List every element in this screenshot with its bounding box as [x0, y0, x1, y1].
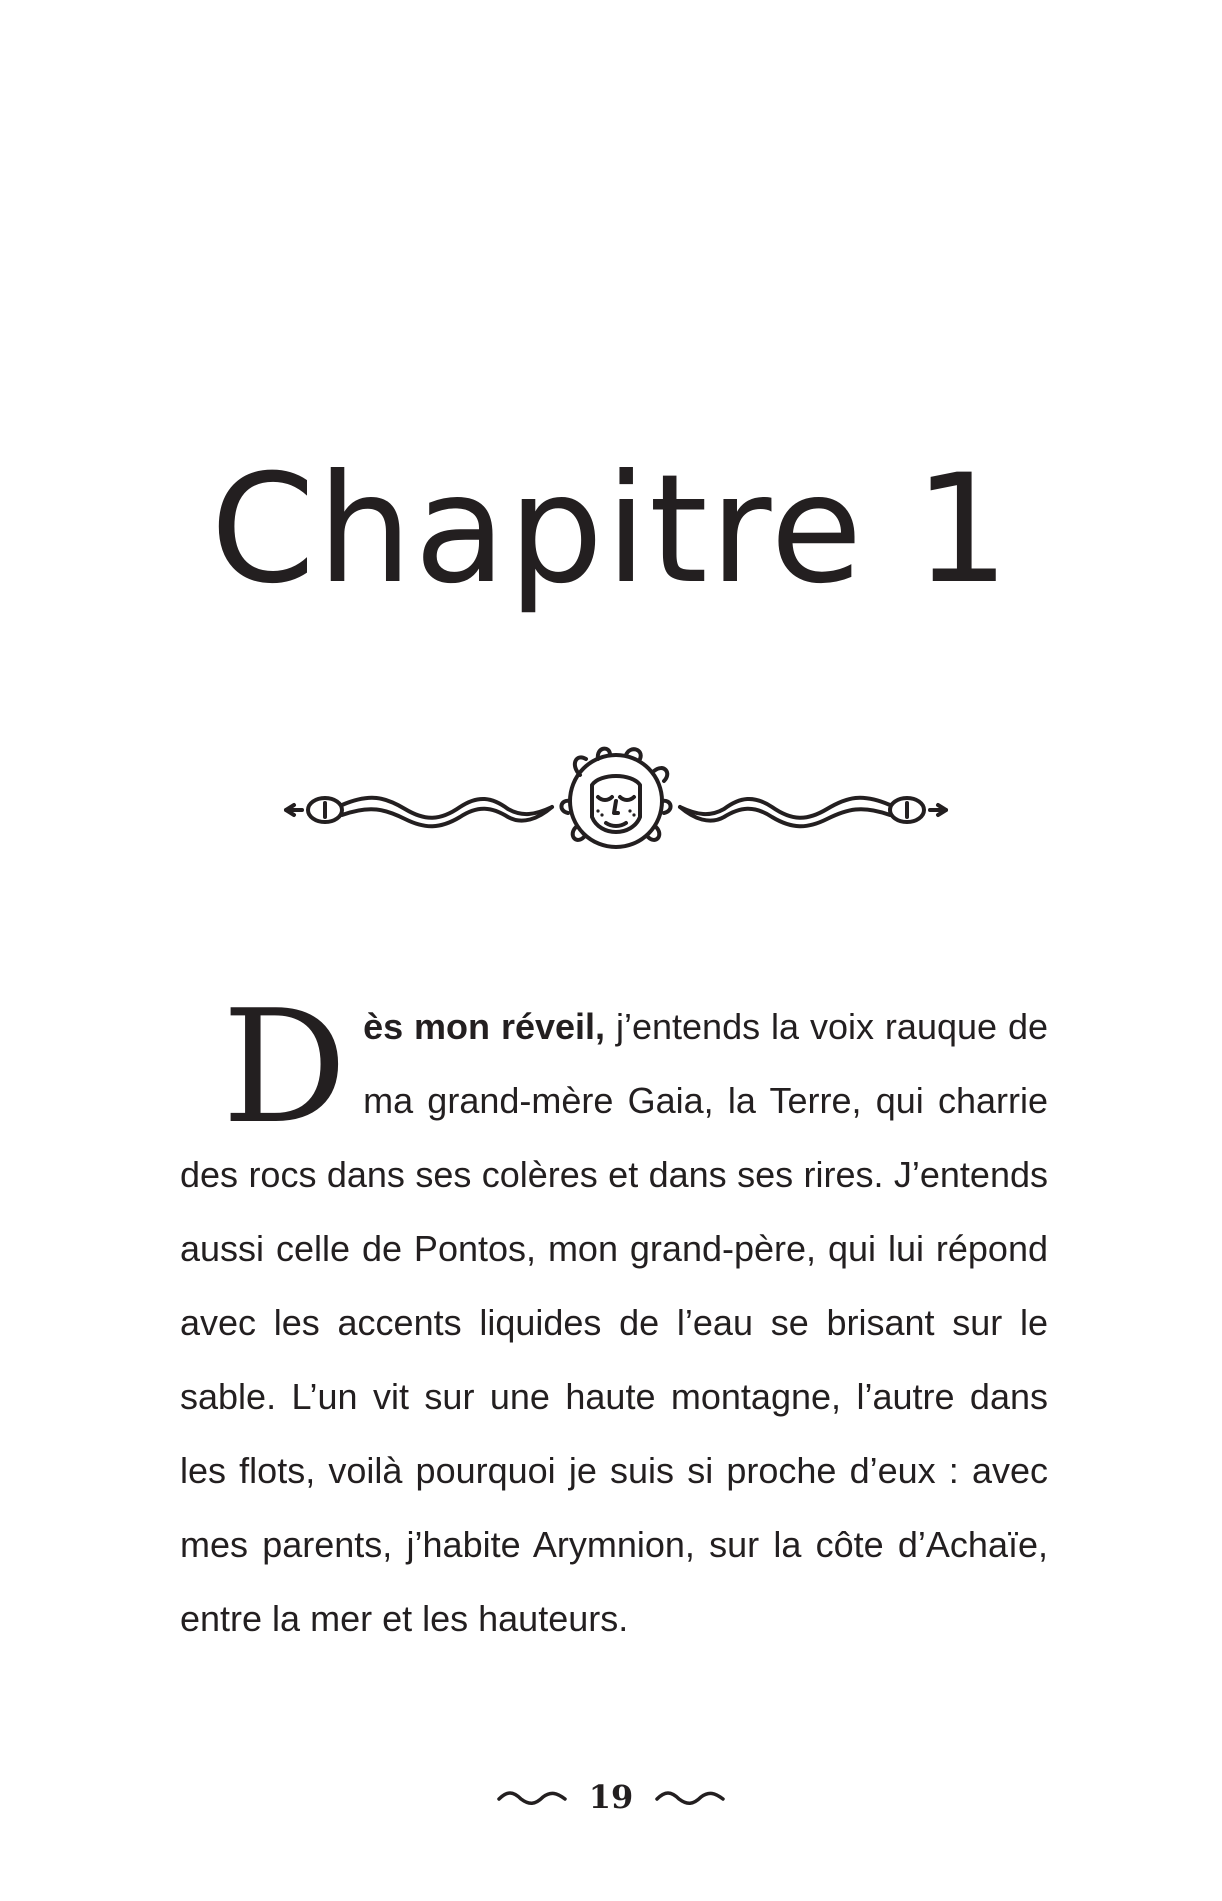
page-footer [0, 1772, 1222, 1822]
wave-flourish-icon [655, 1787, 725, 1807]
wave-flourish-icon [497, 1787, 567, 1807]
lead-in-text: ès mon réveil, [363, 1006, 606, 1047]
page-number: 19 [588, 1778, 634, 1816]
drop-cap: D [222, 976, 348, 1158]
paragraph-text: j’entends la voix rauque de ma grand-mère Gaia, la Terre, qui charrie des rocs dans ses colères et dans ses rires. J’entends aussi celle de Pontos, mon grand-père, qui lui répond avec les accents liquides de l’eau se brisant sur le sable. L’un vit sur une haute montagne, l’autre dans les flots, voilà pourquoi je suis si proche d’eux : avec mes parents, j’habite Arymnion, sur la côte d’Achaïe, entre la mer et les hauteurs. [180, 1006, 1048, 1639]
chapter-title: Chapitre 1 [210, 443, 1012, 617]
chapter-opening-paragraph [180, 976, 1048, 1656]
medusa-head-with-snakes-icon [280, 745, 952, 855]
